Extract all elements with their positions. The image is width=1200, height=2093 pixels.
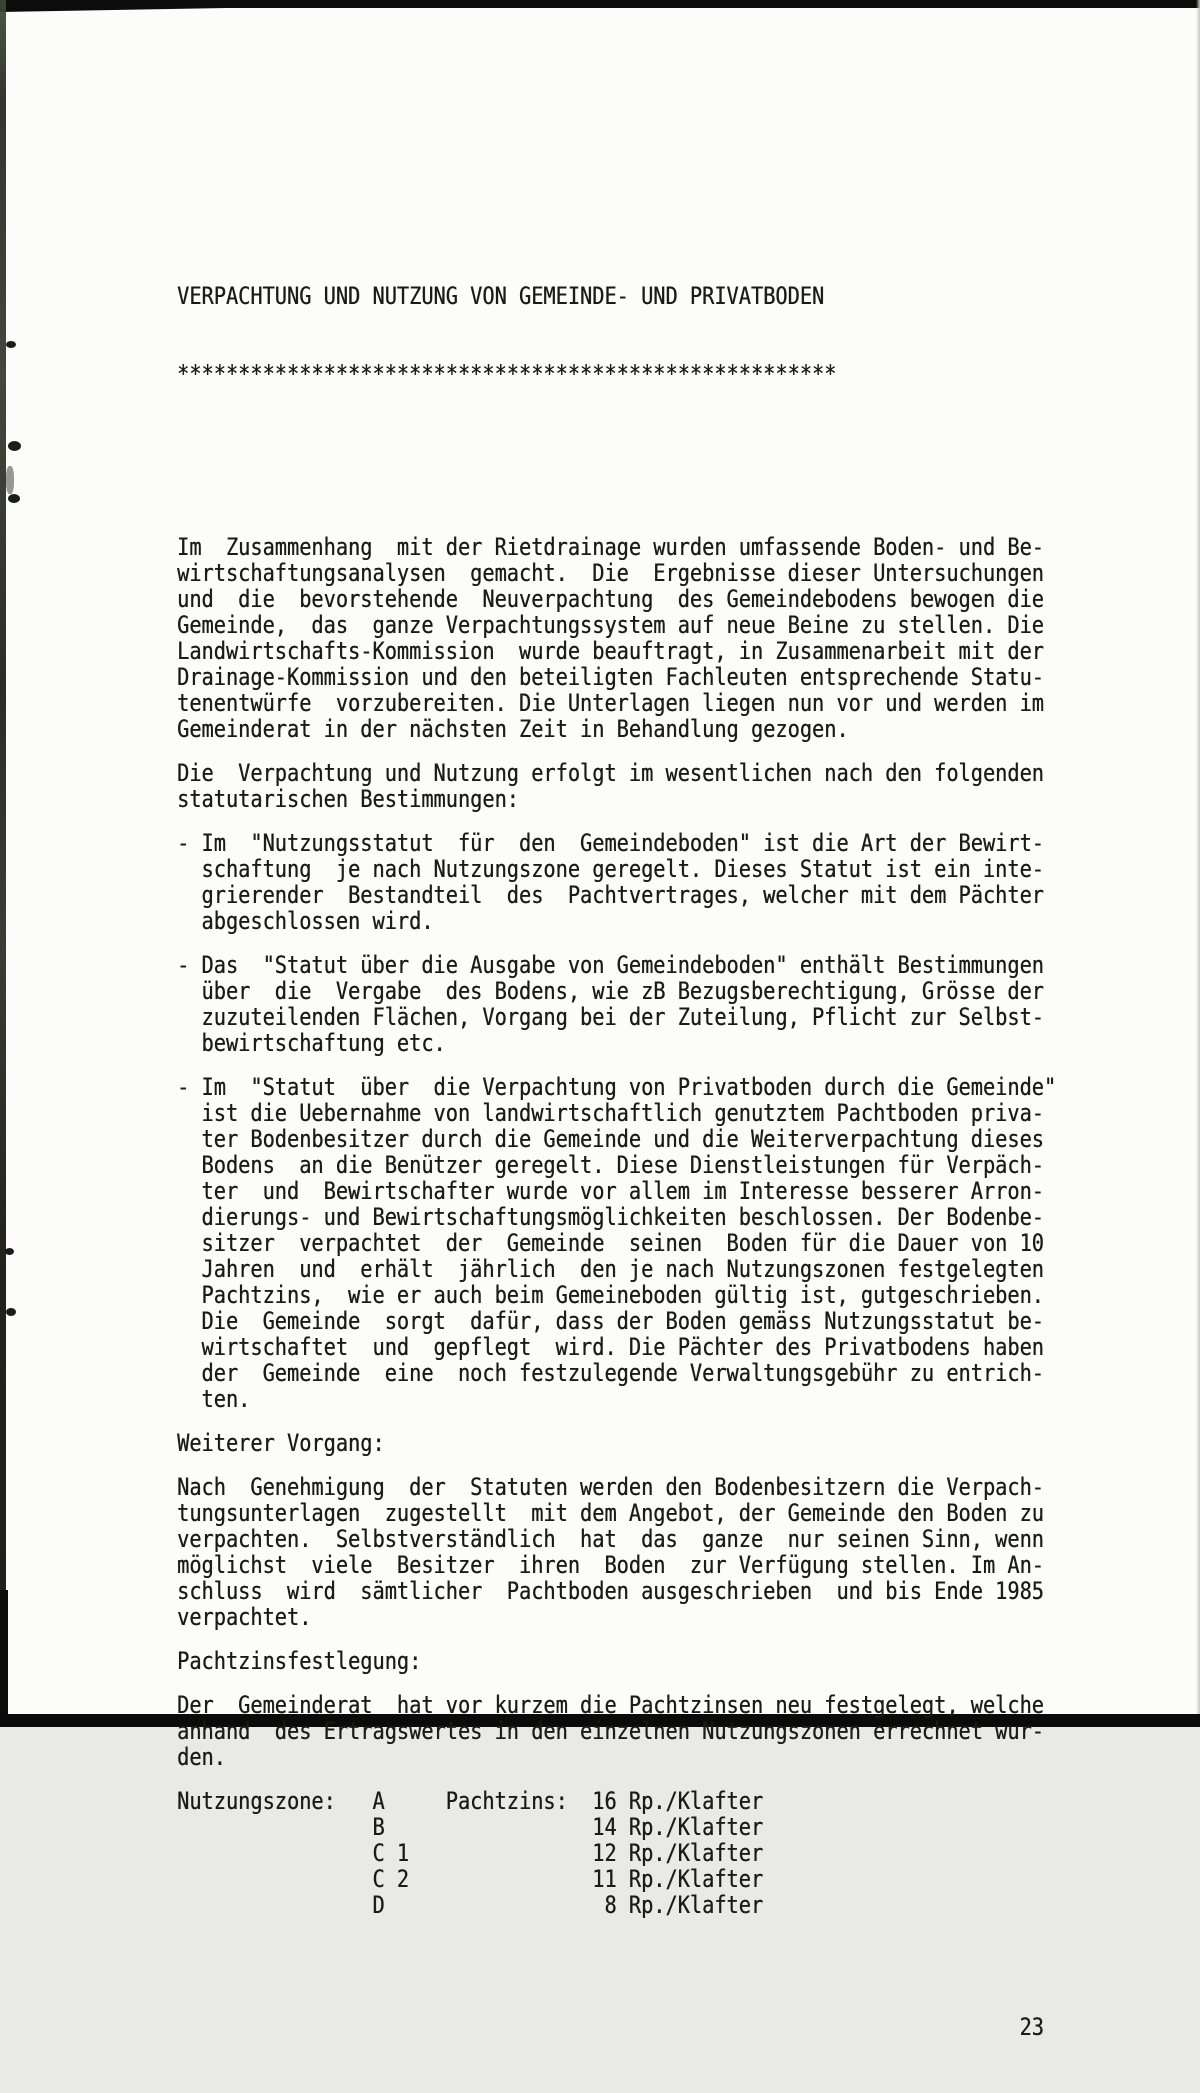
text-line: abgeschlossen wird. bbox=[177, 907, 434, 935]
document-header bbox=[177, 231, 1044, 439]
document-title: VERPACHTUNG UND NUTZUNG VON GEMEINDE- UND PRIVATBODEN bbox=[177, 282, 825, 310]
bullet-privatboden-statut bbox=[177, 1073, 1057, 1413]
zone-rate-row bbox=[177, 1814, 1044, 1840]
zone-column-label: Nutzungszone: bbox=[177, 1787, 336, 1815]
text-line: Gemeinderat in der nächsten Zeit in Behandlung gezogen. bbox=[177, 715, 849, 743]
text-line: Im Zusammenhang mit der Rietdrainage wurden umfassende Boden- und Be- bbox=[177, 533, 1044, 561]
zone-value: B bbox=[372, 1813, 385, 1841]
page-number-line bbox=[177, 2014, 1044, 2040]
zone-value: D bbox=[372, 1891, 385, 1919]
text-line: dierungs- und Bewirtschaftungsmöglichkeiten beschlossen. Der Bodenbe- bbox=[177, 1203, 1044, 1231]
text-line: tungsunterlagen zugestellt mit dem Angebot, der Gemeinde den Boden zu bbox=[177, 1499, 1044, 1527]
pachtzins-paragraph bbox=[177, 1692, 1044, 1770]
bullet-ausgabe-statut bbox=[177, 952, 1044, 1056]
text-line: und die bevorstehende Neuverpachtung des Gemeindebodens bewogen die bbox=[177, 585, 1044, 613]
text-line: - Das "Statut über die Ausgabe von Gemeindeboden" enthält Bestimmungen bbox=[177, 951, 1044, 979]
pachtzins-zone-table bbox=[177, 1788, 1044, 1918]
scan-edge-left bbox=[0, 0, 6, 1727]
text-line: zuzuteilenden Flächen, Vorgang bei der Zuteilung, Pflicht zur Selbst- bbox=[177, 1003, 1044, 1031]
intro-paragraph bbox=[177, 534, 1044, 742]
rate-value: 14 Rp./Klafter bbox=[592, 1813, 764, 1841]
section-heading: Weiterer Vorgang: bbox=[177, 1429, 385, 1457]
text-line: Drainage-Kommission und den beteiligten Fachleuten entsprechende Statu- bbox=[177, 663, 1044, 691]
text-line: den. bbox=[177, 1743, 226, 1771]
text-line: schaftung je nach Nutzungszone geregelt. Dieses Statut ist ein inte- bbox=[177, 855, 1044, 883]
scan-speck bbox=[8, 494, 20, 503]
text-line: - Im "Statut über die Verpachtung von Privatboden durch die Gemeinde" bbox=[177, 1073, 1057, 1101]
text-line: Der Gemeinderat hat vor kurzem die Pachtzinsen neu festgelegt, welche bbox=[177, 1691, 1044, 1719]
text-line: wirtschaftet und gepflegt wird. Die Pächter des Privatbodens haben bbox=[177, 1333, 1044, 1361]
scan-speck bbox=[8, 441, 21, 451]
document-content bbox=[177, 179, 1057, 2092]
text-line: möglichst viele Besitzer ihren Boden zur Verfügung stellen. Im An- bbox=[177, 1551, 1044, 1579]
text-line: Die Gemeinde sorgt dafür, dass der Boden gemäss Nutzungsstatut be- bbox=[177, 1307, 1044, 1335]
text-line: Jahren und erhält jährlich den je nach Nutzungszonen festgelegten bbox=[177, 1255, 1044, 1283]
text-line: - Im "Nutzungsstatut für den Gemeindeboden" ist die Art der Bewirt- bbox=[177, 829, 1044, 857]
text-line: Nach Genehmigung der Statuten werden den Bodenbesitzern die Verpach- bbox=[177, 1473, 1044, 1501]
text-line: Pachtzins, wie er auch beim Gemeineboden gültig ist, gutgeschrieben. bbox=[177, 1281, 1044, 1309]
text-line: grierender Bestandteil des Pachtvertrages, welcher mit dem Pächter bbox=[177, 881, 1044, 909]
rate-column-label: Pachtzins: bbox=[445, 1787, 568, 1815]
scan-speck bbox=[5, 1248, 14, 1255]
scan-speck bbox=[6, 341, 16, 348]
rate-value: 12 Rp./Klafter bbox=[592, 1839, 764, 1867]
scan-speck bbox=[6, 466, 14, 494]
text-line: anhand des Ertragswertes in den einzelnen Nutzungszonen errechnet wur- bbox=[177, 1717, 1044, 1745]
text-line: verpachten. Selbstverständlich hat das ganze nur seinen Sinn, wenn bbox=[177, 1525, 1044, 1553]
rate-value: 16 Rp./Klafter bbox=[592, 1787, 764, 1815]
text-line: verpachtet. bbox=[177, 1603, 312, 1631]
zone-rate-row bbox=[177, 1866, 1044, 1892]
scan-speck bbox=[6, 1308, 16, 1316]
text-line: ter und Bewirtschafter wurde vor allem im Interesse besserer Arron- bbox=[177, 1177, 1044, 1205]
heading-weiterer-vorgang bbox=[177, 1430, 1044, 1456]
text-line: über die Vergabe des Bodens, wie zB Bezugsberechtigung, Grösse der bbox=[177, 977, 1044, 1005]
zone-rate-row bbox=[177, 1892, 1044, 1918]
zone-rate-row bbox=[177, 1840, 1044, 1866]
text-line: der Gemeinde eine noch festzulegende Verwaltungsgebühr zu entrich- bbox=[177, 1359, 1044, 1387]
zone-value: A bbox=[372, 1787, 385, 1815]
text-line: ter Bodenbesitzer durch die Gemeinde und die Weiterverpachtung dieses bbox=[177, 1125, 1044, 1153]
text-line: statutarischen Bestimmungen: bbox=[177, 785, 519, 813]
vorgang-paragraph bbox=[177, 1474, 1044, 1630]
scan-edge-right bbox=[1196, 0, 1200, 1727]
text-line: wirtschaftungsanalysen gemacht. Die Ergebnisse dieser Untersuchungen bbox=[177, 559, 1044, 587]
page-number: 23 bbox=[1019, 2013, 1044, 2041]
heading-pachtzinsfestlegung bbox=[177, 1648, 1044, 1674]
text-line: sitzer verpachtet der Gemeinde seinen Boden für die Dauer von 10 bbox=[177, 1229, 1044, 1257]
rate-value: 11 Rp./Klafter bbox=[592, 1865, 764, 1893]
zone-value: C 1 bbox=[372, 1839, 409, 1867]
scan-corner-bottom-left bbox=[0, 1590, 8, 1714]
text-line: Die Verpachtung und Nutzung erfolgt im wesentlichen nach den folgenden bbox=[177, 759, 1044, 787]
text-line: Landwirtschafts-Kommission wurde beauftragt, in Zusammenarbeit mit der bbox=[177, 637, 1044, 665]
zone-value: C 2 bbox=[372, 1865, 409, 1893]
section-heading: Pachtzinsfestlegung: bbox=[177, 1647, 422, 1675]
statutes-lead-paragraph bbox=[177, 760, 1044, 812]
scan-border-top-left bbox=[0, 0, 340, 12]
rate-value: 8 Rp./Klafter bbox=[592, 1891, 764, 1919]
bullet-nutzungsstatut bbox=[177, 830, 1044, 934]
text-line: bewirtschaftung etc. bbox=[177, 1029, 446, 1057]
text-line: ten. bbox=[177, 1385, 251, 1413]
text-line: Gemeinde, das ganze Verpachtungssystem auf neue Beine zu stellen. Die bbox=[177, 611, 1044, 639]
document-body bbox=[177, 533, 1057, 1919]
text-line: tenentwürfe vorzubereiten. Die Unterlagen liegen nun vor und werden im bbox=[177, 689, 1044, 717]
text-line: ist die Uebernahme von landwirtschaftlich genutztem Pachtboden priva- bbox=[177, 1099, 1044, 1127]
text-line: schluss wird sämtlicher Pachtboden ausgeschrieben und bis Ende 1985 bbox=[177, 1577, 1044, 1605]
zone-rate-row bbox=[177, 1788, 1044, 1814]
text-line: Bodens an die Benützer geregelt. Diese Dienstleistungen für Verpäch- bbox=[177, 1151, 1044, 1179]
title-underline: ****************************************************** bbox=[177, 360, 837, 388]
